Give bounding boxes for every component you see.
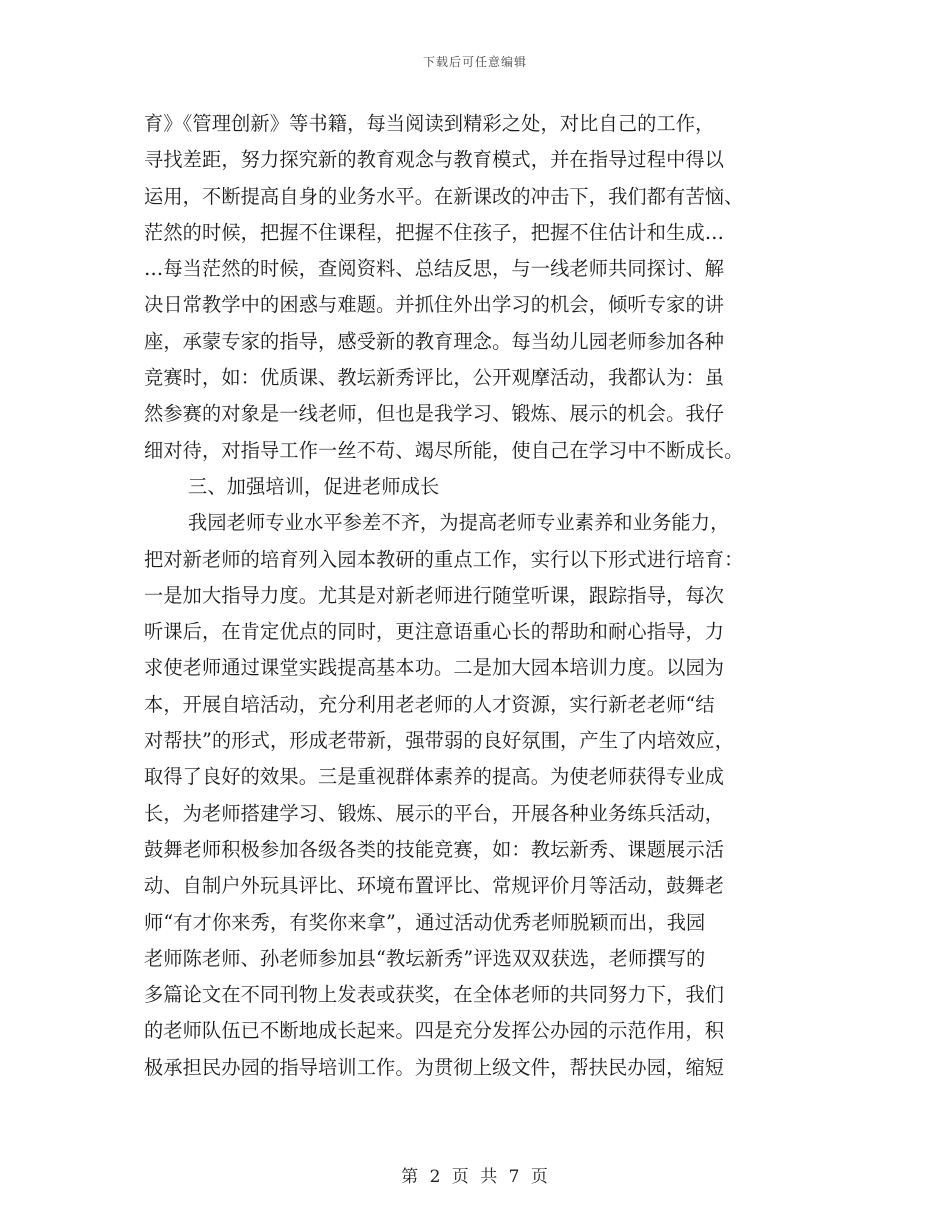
text-line: 把对新老师的培育列入园本教研的重点工作，实行以下形式进行培育： xyxy=(144,547,744,571)
text-line: 细对待，对指导工作一丝不苟、竭尽所能，使自己在学习中不断成长。 xyxy=(144,438,744,462)
text-line: 动、自制户外玩具评比、环境布置评比、常规评价月等活动，鼓舞老 xyxy=(144,874,725,898)
text-line: 鼓舞老师积极参加各级各类的技能竞赛，如：教坛新秀、课题展示活 xyxy=(144,837,725,861)
text-line: 一是加大指导力度。尤其是对新老师进行随堂听课，跟踪指导，每次 xyxy=(144,583,725,607)
text-line: 座，承蒙专家的指导，感受新的教育理念。每当幼儿园老师参加各种 xyxy=(144,329,725,353)
text-line: 竞赛时，如：优质课、教坛新秀评比，公开观摩活动，我都认为：虽 xyxy=(144,366,725,390)
paragraph-first-line: 我园老师专业水平参差不齐，为提高老师专业素养和业务能力， xyxy=(188,511,730,535)
text-line: 决日常教学中的困惑与难题。并抓住外出学习的机会，倾听专家的讲 xyxy=(144,293,725,317)
text-line: 茫然的时候，把握不住课程，把握不住孩子，把握不住估计和生成… xyxy=(144,220,725,244)
text-line: 然参赛的对象是一线老师，但也是我学习、锻炼、展示的机会。我仔 xyxy=(144,402,725,426)
text-line: 听课后，在肯定优点的同时，更注意语重心长的帮助和耐心指导，力 xyxy=(144,620,725,644)
text-line: 师“有才你来秀，有奖你来拿”，通过活动优秀老师脱颖而出，我园 xyxy=(144,910,706,934)
text-line: 取得了良好的效果。三是重视群体素养的提高。为使老师获得专业成 xyxy=(144,765,725,789)
text-line: 对帮扶”的形式，形成老带新，强带弱的良好氛围，产生了内培效应， xyxy=(144,729,735,753)
text-line: 运用，不断提高自身的业务水平。在新课改的冲击下，我们都有苦恼、 xyxy=(144,184,744,208)
text-line: 本，开展自培活动，充分利用老老师的人才资源，实行新老老师“结 xyxy=(144,692,715,716)
page-number-footer: 第 2 页 共 7 页 xyxy=(401,1167,549,1187)
text-line: 育》《管理创新》等书籍，每当阅读到精彩之处，对比自己的工作， xyxy=(144,112,715,135)
text-line: 长，为老师搭建学习、锻炼、展示的平台，开展各种业务练兵活动， xyxy=(144,801,725,825)
text-line: 的老师队伍已不断地成长起来。四是充分发挥公办园的示范作用，积 xyxy=(144,1019,725,1043)
text-line: 老师陈老师、孙老师参加县“教坛新秀”评选双双获选，老师撰写的 xyxy=(144,946,706,970)
text-line: 寻找差距，努力探究新的教育观念与教育模式，并在指导过程中得以 xyxy=(144,148,725,172)
text-line: 极承担民办园的指导培训工作。为贯彻上级文件，帮扶民办园，缩短 xyxy=(144,1055,725,1079)
page-header: 下载后可任意编辑 xyxy=(422,55,527,69)
text-line: …每当茫然的时候，查阅资料、总结反思，与一线老师共同探讨、解 xyxy=(144,257,725,281)
section-heading: 三、加强培训，促进老师成长 xyxy=(188,474,440,498)
text-line: 多篇论文在不同刊物上发表或获奖，在全体老师的共同努力下，我们 xyxy=(144,983,725,1007)
text-line: 求使老师通过课堂实践提高基本功。二是加大园本培训力度。以园为 xyxy=(144,656,725,680)
document-body xyxy=(144,106,814,1086)
